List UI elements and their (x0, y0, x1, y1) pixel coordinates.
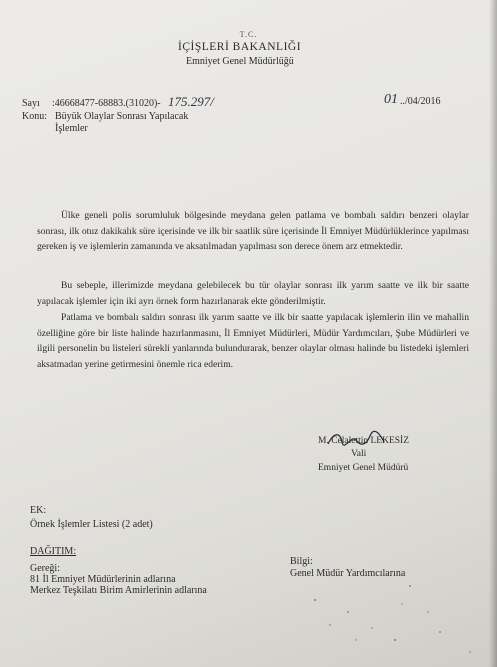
gereg-label: Gereği: (30, 563, 60, 574)
date-printed: ../04/2016 (400, 96, 441, 107)
distribution-label: DAĞITIM: (30, 546, 77, 557)
attachments-label: EK: (30, 505, 47, 516)
bilgi-label: Bilgi: (290, 556, 313, 567)
konu-line-2: İşlemler (55, 123, 88, 134)
directorate-title: Emniyet Genel Müdürlüğü (186, 56, 294, 67)
sayi-handwritten: 175.297/ (168, 94, 214, 109)
page-edge-shadow (489, 0, 497, 667)
date-handwritten: 01 (384, 92, 398, 107)
ministry-title: İÇİŞLERİ BAKANLIĞI (178, 41, 302, 53)
signatory-name: M. Celalettin LEKESİZ (318, 436, 410, 446)
sayi-value: :46668477-68883.(31020)- (52, 98, 161, 109)
body-paragraph-3: Patlama ve bombalı saldırı sonrası ilk yarım saatte ve ilk bir saatte yapılacak işlemlerin ilin ve mahallin özelliğine göre bir liste halinde hazırlanmasını, İl Emniyet Müdürleri, Müdür Yardımcıları, Şube Müdürleri ve ilgili personelin bu listeleri sürekli yanlarında bulundurarak, benzer olaylar olması halinde bu listedeki işlemleri aksatmadan yerine getirmesini önemle rica ederim. (37, 312, 469, 370)
attachments-value: Örnek İşlemler Listesi (2 adet) (30, 519, 153, 530)
body-paragraph-1: Ülke geneli polis sorumluluk bölgesinde meydana gelen patlama ve bombalı saldırı benzeri olaylar sonrası, ilk otuz dakikalık süre içerisinde ve ilk bir saatlik süre içerisinde İl Emniyet Müdürlüklerince yapılması gereken iş ve işlemlerin zamanında ve aksatılmadan yapılması son derece önem arz etmektedir. (37, 210, 469, 253)
body-paragraph-2: Bu sebeple, illerimizde meydana gelebilecek bu tür olaylar sonrası ilk yarım saatte ve ilk bir saatte yapılacak işlemler için iki ayrı örnek form hazırlanarak ekte gönderilmiştir. (37, 280, 469, 307)
bilgi-item-1: Genel Müdür Yardımcılarına (290, 568, 406, 579)
konu-line-1: Büyük Olaylar Sonrası Yapılacak (55, 111, 189, 122)
konu-label: Konu: (22, 111, 47, 122)
tc-abbreviation: T.C. (239, 30, 258, 39)
sayi-label: Sayı (22, 98, 40, 109)
gereg-item-2: Merkez Teşkilatı Birim Amirlerinin adlarına (30, 585, 207, 596)
signatory-title-1: Vali (351, 449, 367, 459)
gereg-item-1: 81 İl Emniyet Müdürlerinin adlarına (30, 574, 176, 585)
signatory-title-2: Emniyet Genel Müdürü (318, 463, 409, 473)
